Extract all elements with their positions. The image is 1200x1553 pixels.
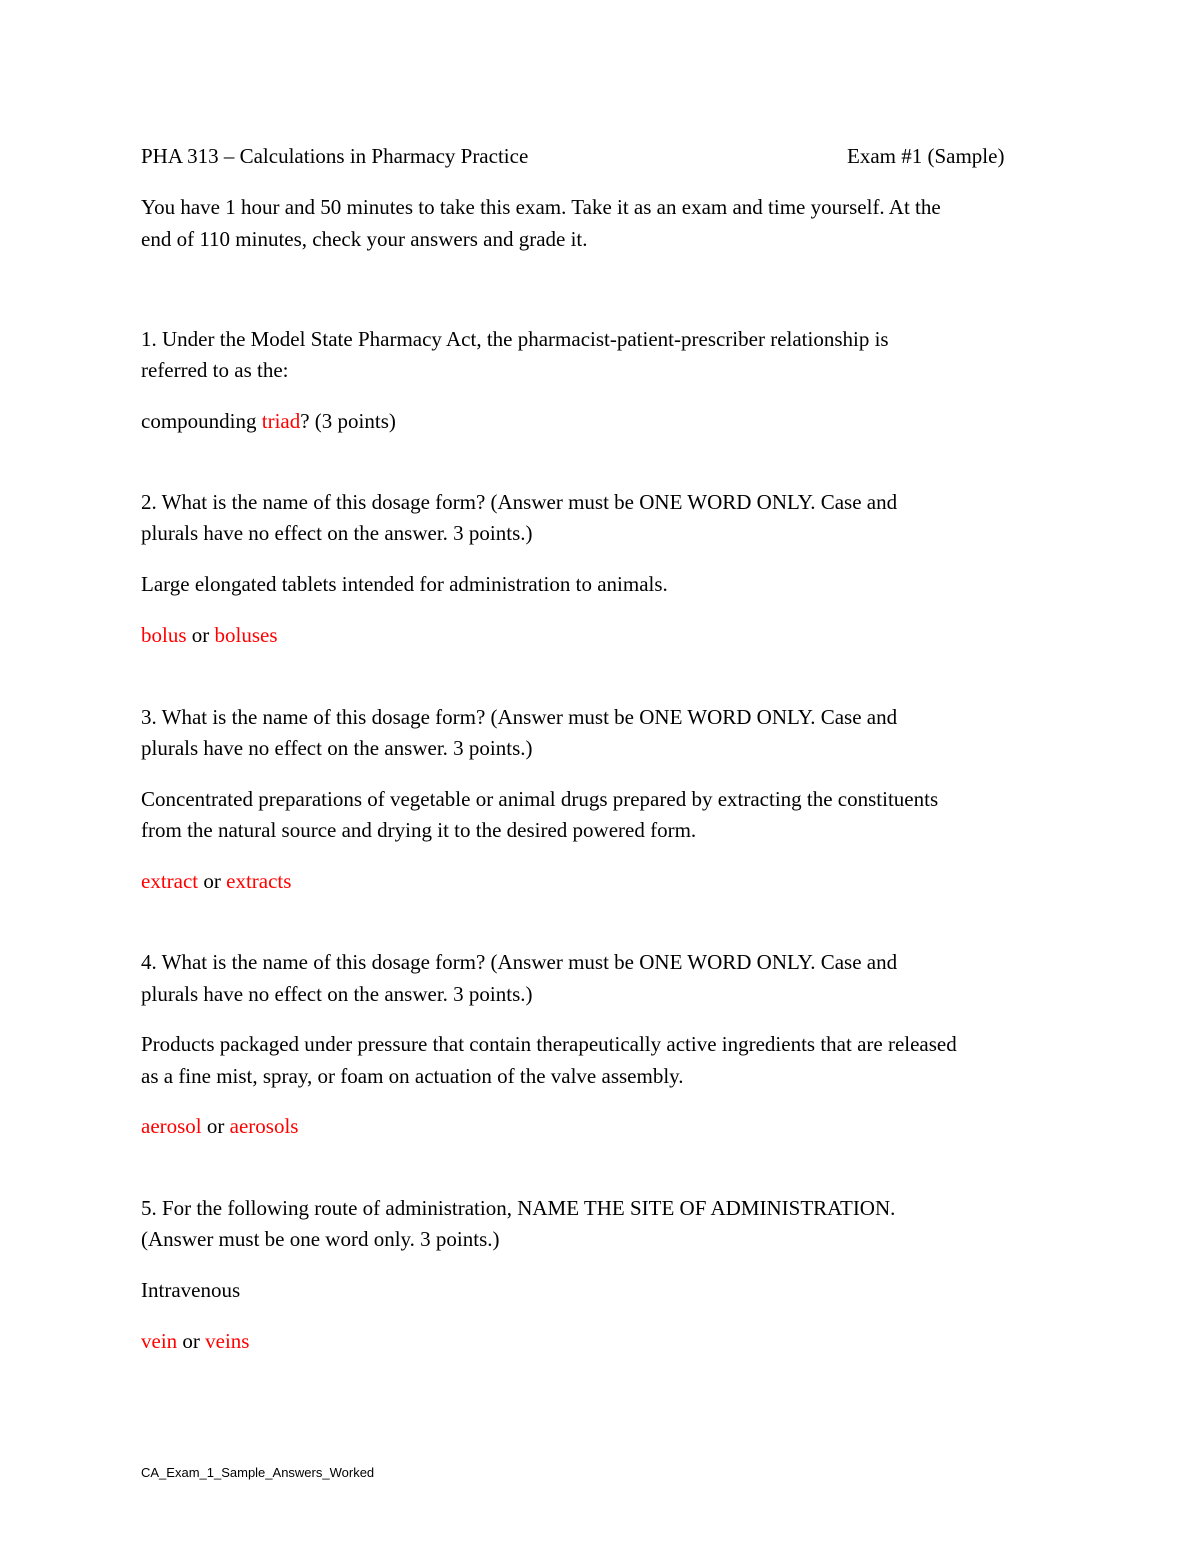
q1-answer: triad (261, 409, 301, 433)
q3-answer-2: extracts (226, 869, 292, 893)
q3-joiner: or (198, 869, 227, 893)
q2-answer-line (141, 620, 278, 651)
q5-text-line-1: 5. For the following route of administration, NAME THE SITE OF ADMINISTRATION. (141, 1196, 896, 1220)
q5-answer-2: veins (205, 1329, 250, 1353)
q4-joiner: or (201, 1114, 230, 1138)
q5-answer-line (141, 1326, 249, 1357)
q3-text-line-2: plurals have no effect on the answer. 3 points.) (141, 736, 533, 760)
q5-text-line-2: (Answer must be one word only. 3 points.) (141, 1227, 500, 1251)
q5-joiner: or (177, 1329, 206, 1353)
q2-joiner: or (186, 623, 215, 647)
q2-answer-2: boluses (214, 623, 278, 647)
q3-definition-line-1: Concentrated preparations of vegetable or animal drugs prepared by extracting the constituents (141, 787, 939, 811)
q4-definition-line-1: Products packaged under pressure that contain therapeutically active ingredients that are released (141, 1032, 957, 1056)
q2-text-line-2: plurals have no effect on the answer. 3 points.) (141, 521, 533, 545)
q1-text-line-1: 1. Under the Model State Pharmacy Act, the pharmacist-patient-prescriber relationship is (141, 327, 889, 351)
q1-prefix: compounding (141, 409, 262, 433)
q1-answer-line (141, 406, 396, 437)
q4-answer-2: aerosols (229, 1114, 299, 1138)
q1-suffix: ? (3 points) (300, 409, 396, 433)
q4-text-line-2: plurals have no effect on the answer. 3 points.) (141, 982, 533, 1006)
q4-answer-1: aerosol (141, 1114, 202, 1138)
q5-route: Intravenous (141, 1278, 241, 1302)
intro-line-1: You have 1 hour and 50 minutes to take this exam. Take it as an exam and time yourself. At the (141, 195, 941, 219)
q4-answer-line (141, 1111, 298, 1142)
q3-answer-1: extract (141, 869, 199, 893)
footer-filename: CA_Exam_1_Sample_Answers_Worked (141, 1465, 375, 1480)
q2-definition: Large elongated tablets intended for administration to animals. (141, 572, 668, 596)
q1-text-line-2: referred to as the: (141, 358, 289, 382)
q3-answer-line (141, 866, 291, 897)
intro-line-2: end of 110 minutes, check your answers and grade it. (141, 227, 588, 251)
q3-text-line-1: 3. What is the name of this dosage form? (Answer must be ONE WORD ONLY. Case and (141, 705, 898, 729)
q5-answer-1: vein (141, 1329, 178, 1353)
q4-text-line-1: 4. What is the name of this dosage form? (Answer must be ONE WORD ONLY. Case and (141, 950, 898, 974)
q3-definition-line-2: from the natural source and drying it to the desired powered form. (141, 818, 697, 842)
q2-text-line-1: 2. What is the name of this dosage form? (Answer must be ONE WORD ONLY. Case and (141, 490, 898, 514)
q4-definition-line-2: as a fine mist, spray, or foam on actuation of the valve assembly. (141, 1064, 684, 1088)
course-title: PHA 313 – Calculations in Pharmacy Practice (141, 144, 529, 168)
exam-title: Exam #1 (Sample) (847, 144, 1005, 168)
q2-answer-1: bolus (141, 623, 187, 647)
